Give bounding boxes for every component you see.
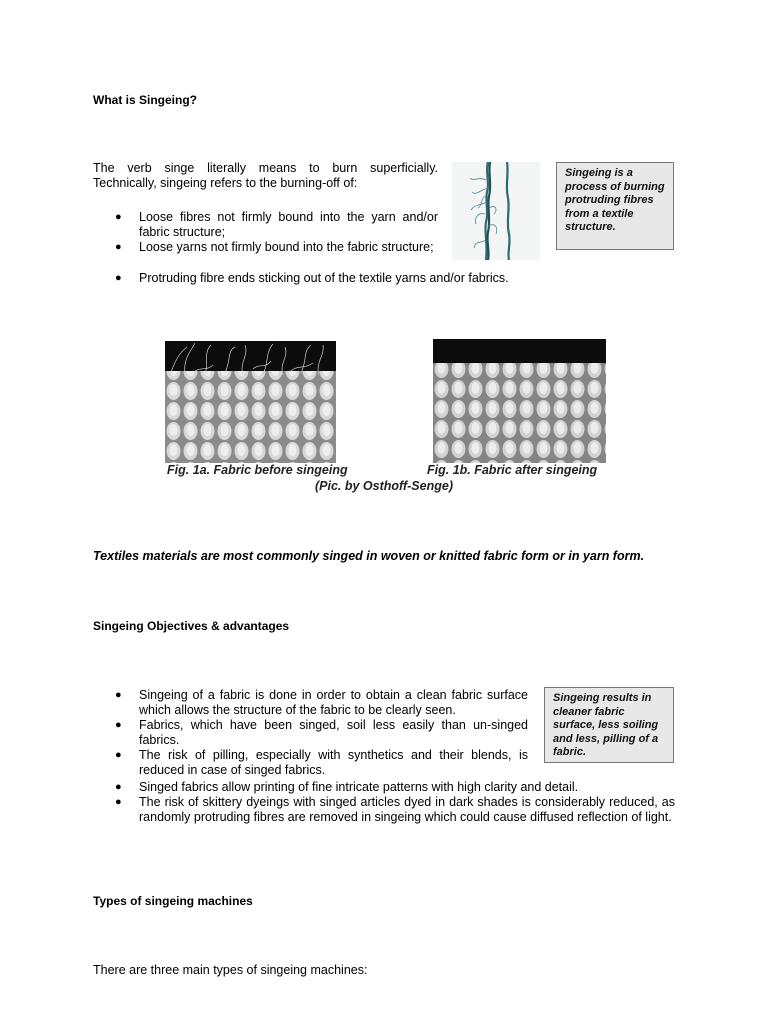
objectives-list bbox=[93, 688, 528, 778]
figure-credit: (Pic. by Osthoff-Senge) bbox=[315, 479, 453, 493]
heading-what-is-singeing: What is Singeing? bbox=[93, 93, 197, 107]
emphasis-statement: Textiles materials are most commonly singed in woven or knitted fabric form or in yarn form. bbox=[93, 549, 645, 563]
heading-types-of-machines: Types of singeing machines bbox=[93, 894, 253, 908]
caption-fig-1a: Fig. 1a. Fabric before singeing bbox=[167, 463, 348, 477]
objectives-list-cont bbox=[93, 780, 675, 825]
list-item: ● Fabrics, which have been singed, soil less easily than un-singed fabrics. bbox=[115, 718, 528, 747]
intro-paragraph: The verb singe literally means to burn superficially. Technically, singeing refers to the burning-off of: bbox=[93, 161, 438, 190]
types-intro: There are three main types of singeing machines: bbox=[93, 963, 368, 977]
list-item: ● The risk of pilling, especially with synthetics and their blends, is reduced in case of singed fabrics. bbox=[115, 748, 528, 777]
callout-singeing-definition: Singeing is a process of burning protruding fibres from a textile structure. bbox=[556, 162, 674, 250]
fabric-after-singeing-image bbox=[433, 339, 606, 463]
caption-fig-1b: Fig. 1b. Fabric after singeing bbox=[427, 463, 598, 477]
yarn-image bbox=[452, 162, 540, 260]
singeing-definition-list-cont bbox=[93, 271, 593, 286]
list-item: ● The risk of skittery dyeings with singed articles dyed in dark shades is considerably reduced, as randomly protruding fibres are removed in singeing which could cause diffused reflection of light. bbox=[115, 795, 675, 824]
list-item: ● Loose yarns not firmly bound into the fabric structure; bbox=[115, 240, 434, 254]
fabric-before-singeing-image bbox=[165, 341, 336, 463]
list-item: ● Singed fabrics allow printing of fine intricate patterns with high clarity and detail. bbox=[115, 780, 579, 794]
list-item: ● Loose fibres not firmly bound into the yarn and/or fabric structure; bbox=[115, 210, 438, 239]
list-item: ● Singeing of a fabric is done in order to obtain a clean fabric surface which allows the structure of the fabric to be clearly seen. bbox=[115, 688, 528, 717]
singeing-definition-list bbox=[93, 210, 438, 255]
list-item: ● Protruding fibre ends sticking out of the textile yarns and/or fabrics. bbox=[115, 271, 509, 285]
callout-singeing-results: Singeing results in cleaner fabric surface, less soiling and less, pilling of a fabric. bbox=[544, 687, 674, 763]
heading-objectives-advantages: Singeing Objectives & advantages bbox=[93, 619, 290, 633]
